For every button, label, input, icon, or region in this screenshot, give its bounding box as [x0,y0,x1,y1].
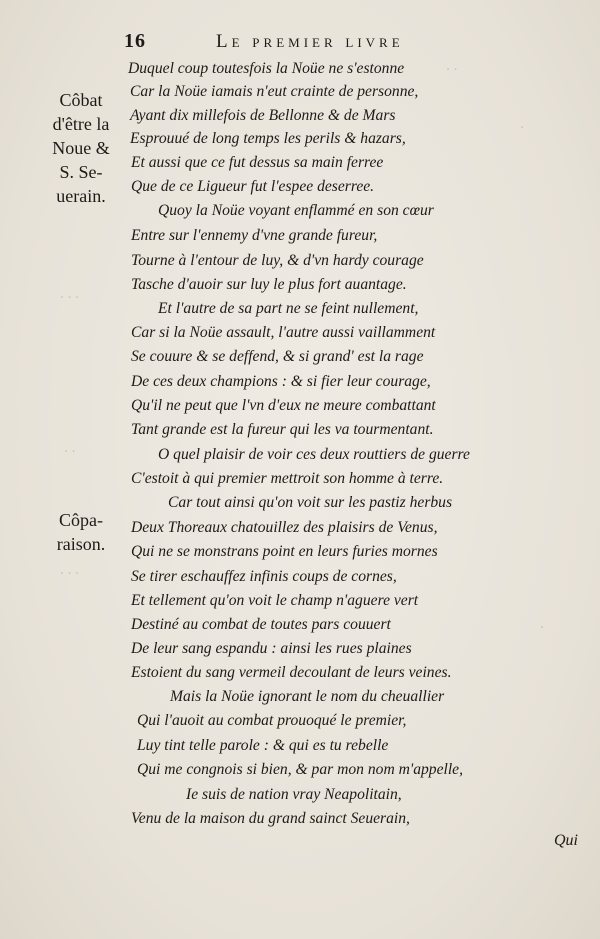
show-through-mark: · [540,620,544,636]
verse-line: Se couure & se deffend, & si grand' est la rage [131,348,424,365]
verse-line: Qui me congnois si bien, & par mon nom m'appelle, [137,761,464,778]
verse-line: Esprouué de long temps les perils & hazars, [130,130,406,147]
show-through-mark: · · · [60,566,79,582]
verse-line: Duquel coup toutesfois la Noüe ne s'estonne [128,60,405,77]
verse-line: Car tout ainsi qu'on voit sur les pastiz herbus [168,494,453,511]
margin-note-line: Côbat [59,90,103,110]
verse-line: O quel plaisir de voir ces deux routtiers de guerre [158,446,470,463]
page-number: 16 [124,30,146,52]
verse-line: Estoient du sang vermeil decoulant de leurs veines. [131,664,452,681]
verse-line: Car la Noüe iamais n'eut crainte de personne, [130,83,419,100]
verse-line: De ces deux champions : & si fier leur courage, [131,373,431,390]
page-header [124,30,496,58]
show-through-mark: · · [446,62,458,78]
catchword: Qui [554,832,578,849]
verse-line: Luy tint telle parole : & qui es tu rebelle [137,737,389,754]
verse-line: Tant grande est la fureur qui les va tourmentant. [131,421,434,438]
verse-line: De leur sang espandu : ainsi les rues plaines [131,640,412,657]
show-through-mark: · · · [60,290,79,306]
verse-line: Ayant dix millefois de Bellonne & de Mars [130,107,396,124]
verse-line: Qui ne se monstrans point en leurs furies mornes [131,543,438,560]
verse-line: Destiné au combat de toutes pars couuert [131,616,391,633]
margin-note-line: raison. [56,534,106,554]
verse-line: Et tellement qu'on voit le champ n'aguere vert [131,592,419,609]
margin-note-line: Noue & [52,138,110,158]
running-head: Le premier livre [216,31,404,52]
margin-note-comparaison [38,508,124,556]
verse-line: Quoy la Noüe voyant enflammé en son cœur [158,202,434,219]
verse-line: Mais la Noüe ignorant le nom du cheuallier [170,688,445,705]
verse-line: Tasche d'auoir sur luy le plus fort auantage. [131,276,407,293]
verse-line: Ie suis de nation vray Neapolitain, [186,786,402,803]
show-through-mark: · [520,120,524,136]
verse-line: Tourne à l'entour de luy, & d'vn hardy courage [131,252,424,269]
verse-line: Qu'il ne peut que l'vn d'eux ne meure combattant [131,397,436,414]
verse-line: Entre sur l'ennemy d'vne grande fureur, [131,227,378,244]
verse-line: Deux Thoreaux chatouillez des plaisirs de Venus, [131,519,438,536]
margin-note-line: d'être la [52,114,110,134]
verse-line: Qui l'auoit au combat prouoqué le premier, [137,712,407,729]
verse-line: C'estoit à qui premier mettroit son homme à terre. [131,470,444,487]
margin-note-line: S. Se- [59,162,103,182]
margin-note-combat [38,88,124,208]
verse-line: Et aussi que ce fut dessus sa main ferree [131,154,384,171]
verse-line: Et l'autre de sa part ne se feint nullement, [158,300,419,317]
margin-note-line: uerain. [56,186,106,206]
verse-line: Se tirer eschauffez infinis coups de cornes, [131,568,397,585]
show-through-mark: · · [64,444,76,460]
margin-note-line: Côpa- [59,510,103,530]
verse-line: Que de ce Ligueur fut l'espee deserree. [131,178,375,195]
verse-line: Car si la Noüe assault, l'autre aussi vaillamment [131,324,436,341]
verse-line: Venu de la maison du grand sainct Seuerain, [131,810,410,827]
